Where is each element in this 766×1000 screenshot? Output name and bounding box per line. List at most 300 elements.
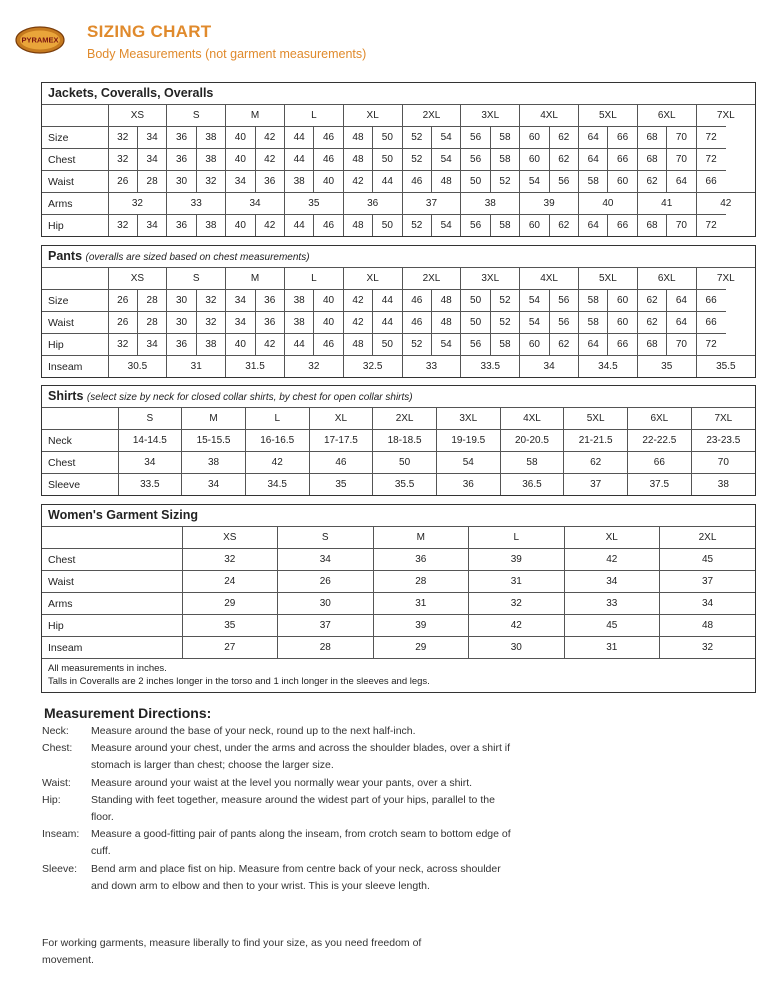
size-header-cell: M [226, 268, 285, 290]
row-label-cell: Hip [42, 615, 182, 637]
table-row [42, 637, 755, 659]
value-cell: 42 [255, 334, 284, 356]
value-cell: 64 [579, 149, 608, 171]
size-header-cell: S [118, 408, 182, 430]
value-cell: 62 [637, 171, 666, 193]
value-cell: 20-20.5 [500, 430, 564, 452]
row-label-cell: Waist [42, 312, 108, 334]
value-cell: 32 [196, 171, 225, 193]
value-cell: 33.5 [118, 474, 182, 496]
value-cell: 72 [696, 127, 725, 149]
value-cell: 50 [373, 149, 402, 171]
row-label-cell: Inseam [42, 356, 108, 378]
page-title: SIZING CHART [87, 22, 212, 41]
value-cell: 38 [284, 312, 313, 334]
value-cell: 21-21.5 [564, 430, 628, 452]
value-cell: 42 [343, 171, 372, 193]
value-cell: 66 [608, 334, 637, 356]
value-cell: 58 [490, 149, 519, 171]
direction-item [42, 826, 512, 860]
value-cell: 14-14.5 [118, 430, 182, 452]
value-cell: 60 [520, 149, 549, 171]
value-cell: 68 [637, 127, 666, 149]
value-cell: 35 [182, 615, 278, 637]
value-cell: 58 [579, 171, 608, 193]
size-header-cell: XS [108, 268, 167, 290]
table-row [42, 474, 755, 496]
value-cell: 31 [564, 637, 660, 659]
value-cell: 50 [373, 127, 402, 149]
size-header-cell: 6XL [628, 408, 692, 430]
value-cell: 54 [431, 215, 460, 237]
value-cell: 70 [691, 452, 755, 474]
value-cell: 34 [520, 356, 579, 378]
header-row [42, 527, 755, 549]
row-label-cell: Size [42, 127, 108, 149]
value-cell: 56 [549, 171, 578, 193]
section-title: Women's Garment Sizing [48, 508, 198, 522]
value-cell: 50 [373, 215, 402, 237]
value-cell: 30 [167, 312, 196, 334]
direction-label: Hip: [42, 793, 61, 806]
value-cell: 44 [373, 290, 402, 312]
value-cell: 44 [284, 215, 313, 237]
value-cell: 33 [167, 193, 226, 215]
header-row [42, 105, 755, 127]
section-title-text: Pants [48, 249, 83, 263]
row-label-cell: Chest [42, 149, 108, 171]
value-cell: 34 [137, 149, 166, 171]
note-talls: Talls in Coveralls are 2 inches longer in the torso and 1 inch longer in the sleeves and legs. [48, 676, 430, 687]
womens-sizing-table [41, 504, 756, 693]
row-label-cell: Arms [42, 593, 182, 615]
value-cell: 33.5 [461, 356, 520, 378]
value-cell: 40 [314, 312, 343, 334]
value-cell: 64 [667, 312, 696, 334]
value-cell: 42 [469, 615, 565, 637]
value-cell: 32 [108, 215, 137, 237]
value-cell: 68 [637, 334, 666, 356]
size-header-cell: M [182, 408, 246, 430]
value-cell: 52 [490, 290, 519, 312]
value-cell: 34 [660, 593, 756, 615]
value-cell: 56 [461, 334, 490, 356]
row-label-cell: Inseam [42, 637, 182, 659]
value-cell: 56 [461, 149, 490, 171]
value-cell: 32 [196, 312, 225, 334]
value-cell: 32 [660, 637, 756, 659]
table-row [42, 452, 755, 474]
size-header-cell: 4XL [520, 105, 579, 127]
value-cell: 41 [637, 193, 696, 215]
value-cell: 22-22.5 [628, 430, 692, 452]
value-cell: 28 [278, 637, 374, 659]
value-cell: 54 [436, 452, 500, 474]
row-label-cell: Size [42, 290, 108, 312]
value-cell: 72 [696, 215, 725, 237]
value-cell: 37 [660, 571, 756, 593]
value-cell: 36 [167, 334, 196, 356]
section-note: (overalls are sized based on chest measurements) [85, 252, 310, 263]
shirts-table [42, 407, 755, 495]
value-cell: 68 [637, 215, 666, 237]
section-title: Jackets, Coveralls, Overalls [48, 86, 214, 100]
value-cell: 56 [461, 127, 490, 149]
size-header-cell: 5XL [579, 105, 638, 127]
size-header-cell: S [167, 105, 226, 127]
value-cell: 40 [314, 171, 343, 193]
shirts-sizing-table [41, 385, 756, 496]
value-cell: 60 [520, 334, 549, 356]
direction-item [42, 775, 512, 792]
value-cell: 44 [284, 127, 313, 149]
value-cell: 70 [667, 334, 696, 356]
value-cell: 40 [226, 334, 255, 356]
value-cell: 64 [579, 334, 608, 356]
value-cell: 45 [564, 615, 660, 637]
value-cell: 36 [255, 312, 284, 334]
value-cell: 29 [182, 593, 278, 615]
size-header-cell: 2XL [660, 527, 756, 549]
table-row [42, 193, 755, 215]
value-cell: 19-19.5 [436, 430, 500, 452]
size-header-cell: 7XL [696, 105, 755, 127]
value-cell: 18-18.5 [373, 430, 437, 452]
value-cell: 58 [500, 452, 564, 474]
value-cell: 42 [343, 290, 372, 312]
header-corner-cell [42, 408, 118, 430]
value-cell: 52 [490, 171, 519, 193]
value-cell: 64 [579, 215, 608, 237]
value-cell: 30 [167, 290, 196, 312]
value-cell: 34 [137, 334, 166, 356]
value-cell: 38 [196, 149, 225, 171]
value-cell: 35 [309, 474, 373, 496]
header-corner-cell [42, 527, 182, 549]
value-cell: 36 [167, 127, 196, 149]
direction-text: Measure a good-fitting pair of pants along the inseam, from crotch seam to bottom edge of cuff. [91, 828, 511, 858]
value-cell: 60 [520, 215, 549, 237]
value-cell: 60 [520, 127, 549, 149]
value-cell: 40 [226, 215, 255, 237]
value-cell: 34 [182, 474, 246, 496]
value-cell: 58 [490, 127, 519, 149]
value-cell: 46 [402, 171, 431, 193]
value-cell: 38 [182, 452, 246, 474]
value-cell: 34 [226, 290, 255, 312]
row-label-cell: Waist [42, 171, 108, 193]
row-label-cell: Sleeve [42, 474, 118, 496]
value-cell: 40 [314, 290, 343, 312]
svg-text:PYRAMEX: PYRAMEX [21, 35, 59, 45]
value-cell: 66 [628, 452, 692, 474]
value-cell: 31 [373, 593, 469, 615]
value-cell: 30 [167, 171, 196, 193]
value-cell: 44 [373, 171, 402, 193]
row-label-cell: Hip [42, 215, 108, 237]
value-cell: 35 [284, 193, 343, 215]
direction-text: Measure around the base of your neck, round up to the next half-inch. [91, 725, 416, 737]
value-cell: 30 [278, 593, 374, 615]
value-cell: 32 [108, 334, 137, 356]
value-cell: 52 [490, 312, 519, 334]
value-cell: 46 [309, 452, 373, 474]
value-cell: 27 [182, 637, 278, 659]
value-cell: 40 [226, 127, 255, 149]
value-cell: 38 [196, 215, 225, 237]
value-cell: 34.5 [579, 356, 638, 378]
value-cell: 36 [255, 171, 284, 193]
value-cell: 34 [137, 215, 166, 237]
value-cell: 72 [696, 149, 725, 171]
section-title-text: Shirts [48, 389, 84, 403]
value-cell: 70 [667, 127, 696, 149]
value-cell: 66 [608, 127, 637, 149]
value-cell: 42 [564, 549, 660, 571]
direction-item [42, 723, 512, 740]
value-cell: 36 [436, 474, 500, 496]
size-header-cell: M [373, 527, 469, 549]
table-row [42, 593, 755, 615]
value-cell: 56 [549, 290, 578, 312]
table-row [42, 615, 755, 637]
size-header-cell: XL [343, 268, 402, 290]
direction-label: Waist: [42, 776, 71, 789]
value-cell: 66 [608, 215, 637, 237]
size-header-cell: 5XL [564, 408, 628, 430]
row-label-cell: Chest [42, 452, 118, 474]
header-row [42, 408, 755, 430]
value-cell: 46 [314, 215, 343, 237]
value-cell: 52 [402, 127, 431, 149]
size-header-cell: 6XL [637, 268, 696, 290]
direction-text: Measure around your waist at the level you normally wear your pants, over a shirt. [91, 776, 473, 789]
direction-text: Standing with feet together, measure around the widest part of your hips, parallel to the floor. [91, 793, 495, 824]
size-header-cell: 3XL [461, 268, 520, 290]
direction-label: Inseam: [42, 828, 80, 841]
value-cell: 34 [278, 549, 374, 571]
table-row [42, 571, 755, 593]
value-cell: 39 [469, 549, 565, 571]
directions-title: Measurement Directions: [44, 705, 212, 721]
value-cell: 48 [431, 171, 460, 193]
table-row [42, 312, 755, 334]
value-cell: 62 [637, 290, 666, 312]
value-cell: 38 [196, 127, 225, 149]
direction-label: Chest: [42, 742, 73, 755]
brand-logo [15, 26, 65, 54]
row-label-cell: Chest [42, 549, 182, 571]
header-corner-cell [42, 268, 108, 290]
size-header-cell: XL [564, 527, 660, 549]
size-header-cell: XS [182, 527, 278, 549]
value-cell: 35 [637, 356, 696, 378]
size-header-cell: S [278, 527, 374, 549]
size-header-cell: L [284, 105, 343, 127]
value-cell: 45 [660, 549, 756, 571]
value-cell: 46 [314, 334, 343, 356]
value-cell: 31 [469, 571, 565, 593]
value-cell: 32 [469, 593, 565, 615]
table-row [42, 127, 755, 149]
value-cell: 50 [373, 334, 402, 356]
value-cell: 58 [490, 215, 519, 237]
size-header-cell: 4XL [500, 408, 564, 430]
value-cell: 54 [520, 312, 549, 334]
value-cell: 42 [255, 215, 284, 237]
value-cell: 34 [137, 127, 166, 149]
value-cell: 32 [182, 549, 278, 571]
size-header-cell: L [469, 527, 565, 549]
value-cell: 30 [469, 637, 565, 659]
value-cell: 68 [637, 149, 666, 171]
size-header-cell: L [245, 408, 309, 430]
value-cell: 31 [167, 356, 226, 378]
table-notes [42, 658, 755, 692]
value-cell: 31.5 [226, 356, 285, 378]
value-cell: 32 [108, 149, 137, 171]
value-cell: 46 [402, 290, 431, 312]
value-cell: 33 [564, 593, 660, 615]
value-cell: 58 [579, 312, 608, 334]
value-cell: 38 [461, 193, 520, 215]
size-header-cell: XL [343, 105, 402, 127]
row-label-cell: Waist [42, 571, 182, 593]
value-cell: 36 [343, 193, 402, 215]
size-header-cell: 3XL [436, 408, 500, 430]
value-cell: 60 [608, 171, 637, 193]
table-row [42, 549, 755, 571]
value-cell: 37 [564, 474, 628, 496]
value-cell: 62 [564, 452, 628, 474]
value-cell: 26 [108, 290, 137, 312]
value-cell: 15-15.5 [182, 430, 246, 452]
value-cell: 28 [373, 571, 469, 593]
value-cell: 54 [520, 171, 549, 193]
value-cell: 24 [182, 571, 278, 593]
value-cell: 58 [579, 290, 608, 312]
value-cell: 32 [284, 356, 343, 378]
value-cell: 34 [118, 452, 182, 474]
value-cell: 39 [520, 193, 579, 215]
size-header-cell: XL [309, 408, 373, 430]
value-cell: 62 [637, 312, 666, 334]
value-cell: 64 [667, 290, 696, 312]
value-cell: 33 [402, 356, 461, 378]
value-cell: 70 [667, 149, 696, 171]
value-cell: 66 [696, 312, 725, 334]
row-label-cell: Arms [42, 193, 108, 215]
size-header-cell: XS [108, 105, 167, 127]
value-cell: 58 [490, 334, 519, 356]
value-cell: 46 [314, 127, 343, 149]
direction-label: Sleeve: [42, 862, 78, 875]
value-cell: 66 [608, 149, 637, 171]
value-cell: 56 [549, 312, 578, 334]
value-cell: 36 [167, 149, 196, 171]
size-header-cell: M [226, 105, 285, 127]
value-cell: 44 [284, 334, 313, 356]
value-cell: 34 [564, 571, 660, 593]
value-cell: 62 [549, 149, 578, 171]
value-cell: 48 [343, 215, 372, 237]
value-cell: 38 [691, 474, 755, 496]
size-header-cell: 2XL [402, 268, 461, 290]
value-cell: 48 [343, 334, 372, 356]
size-header-cell: 2XL [373, 408, 437, 430]
direction-item [42, 861, 512, 895]
value-cell: 28 [137, 171, 166, 193]
value-cell: 66 [696, 290, 725, 312]
value-cell: 54 [431, 334, 460, 356]
womens-table [42, 526, 755, 658]
value-cell: 28 [137, 312, 166, 334]
value-cell: 48 [343, 149, 372, 171]
value-cell: 50 [373, 452, 437, 474]
value-cell: 46 [402, 312, 431, 334]
value-cell: 44 [284, 149, 313, 171]
section-title [42, 246, 755, 267]
jackets-sizing-table [41, 82, 756, 237]
size-header-cell: 7XL [696, 268, 755, 290]
value-cell: 62 [549, 334, 578, 356]
value-cell: 26 [108, 312, 137, 334]
value-cell: 72 [696, 334, 725, 356]
value-cell: 40 [226, 149, 255, 171]
value-cell: 34 [226, 171, 255, 193]
value-cell: 32 [196, 290, 225, 312]
value-cell: 64 [579, 127, 608, 149]
value-cell: 37.5 [628, 474, 692, 496]
value-cell: 34.5 [245, 474, 309, 496]
table-row [42, 171, 755, 193]
table-row [42, 356, 755, 378]
value-cell: 42 [343, 312, 372, 334]
value-cell: 37 [402, 193, 461, 215]
value-cell: 62 [549, 127, 578, 149]
size-header-cell: 5XL [579, 268, 638, 290]
value-cell: 50 [461, 312, 490, 334]
header-corner-cell [42, 105, 108, 127]
row-label-cell: Neck [42, 430, 118, 452]
table-row [42, 290, 755, 312]
size-header-cell: 6XL [637, 105, 696, 127]
value-cell: 52 [402, 149, 431, 171]
value-cell: 17-17.5 [309, 430, 373, 452]
size-header-cell: 3XL [461, 105, 520, 127]
directions-list [42, 723, 512, 895]
value-cell: 54 [431, 149, 460, 171]
value-cell: 32.5 [343, 356, 402, 378]
value-cell: 34 [226, 193, 285, 215]
header-row [42, 268, 755, 290]
value-cell: 36 [255, 290, 284, 312]
value-cell: 42 [255, 127, 284, 149]
value-cell: 40 [579, 193, 638, 215]
table-row [42, 430, 755, 452]
size-header-cell: 4XL [520, 268, 579, 290]
size-header-cell: 7XL [691, 408, 755, 430]
direction-label: Neck: [42, 725, 69, 737]
jackets-table [42, 104, 755, 236]
direction-item [42, 792, 512, 826]
pants-table [42, 267, 755, 377]
value-cell: 44 [373, 312, 402, 334]
value-cell: 60 [608, 290, 637, 312]
section-note: (select size by neck for closed collar shirts, by chest for open collar shirts) [86, 392, 413, 403]
value-cell: 35.5 [696, 356, 755, 378]
value-cell: 37 [278, 615, 374, 637]
